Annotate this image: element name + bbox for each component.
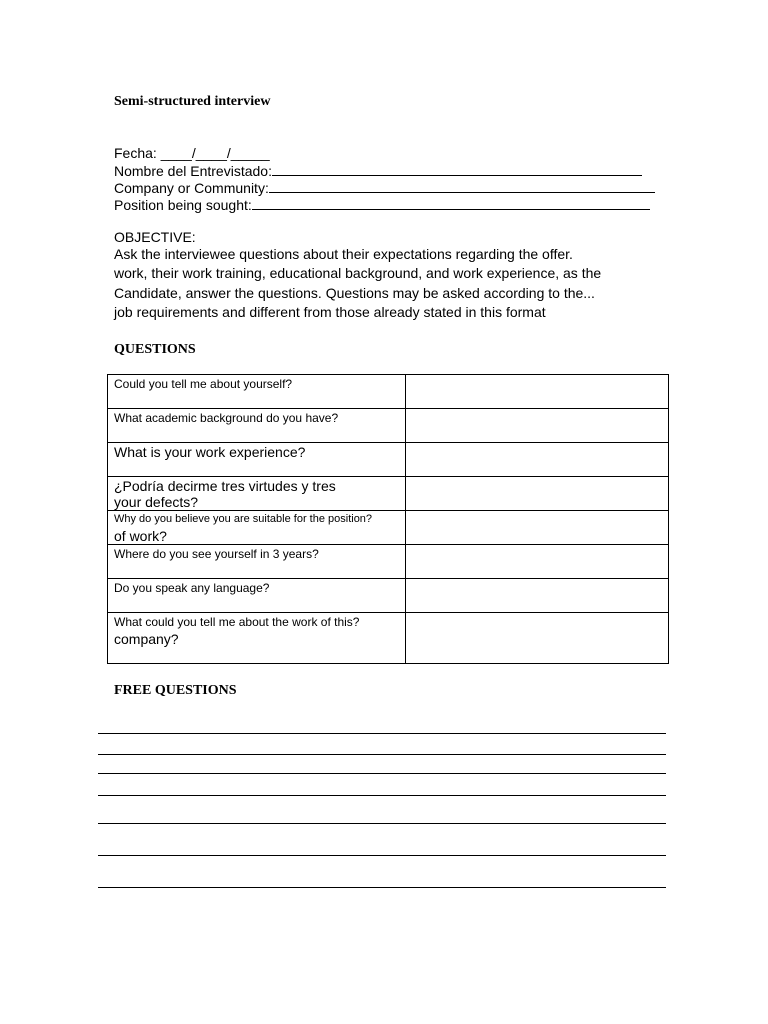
- position-field: [114, 196, 650, 214]
- table-row: [108, 511, 669, 545]
- free-question-line[interactable]: [98, 754, 666, 755]
- position-label: Position being sought:: [114, 197, 252, 213]
- free-question-line[interactable]: [98, 795, 666, 796]
- answer-cell[interactable]: [406, 375, 669, 409]
- question-cell: [108, 443, 406, 477]
- answer-cell[interactable]: [406, 443, 669, 477]
- free-questions-heading: FREE QUESTIONS: [114, 683, 237, 698]
- question-cell: [108, 511, 406, 545]
- answer-cell[interactable]: [406, 477, 669, 511]
- table-row: [108, 443, 669, 477]
- answer-cell[interactable]: [406, 613, 669, 664]
- question-text: Why do you believe you are suitable for the position?: [114, 513, 373, 525]
- interviewee-blank-line[interactable]: [272, 162, 642, 176]
- table-row: [108, 613, 669, 664]
- question-text-continued: company?: [114, 631, 179, 647]
- objective-line: job requirements and different from those already stated in this format: [114, 304, 546, 320]
- table-row: [108, 579, 669, 613]
- questions-table: [107, 374, 669, 664]
- question-cell: [108, 613, 406, 664]
- position-blank-line[interactable]: [252, 196, 650, 210]
- question-cell: [108, 579, 406, 613]
- free-question-line[interactable]: [98, 733, 666, 734]
- free-question-line[interactable]: [98, 855, 666, 856]
- interviewee-label: Nombre del Entrevistado:: [114, 163, 272, 179]
- questions-heading: QUESTIONS: [114, 342, 196, 357]
- answer-cell[interactable]: [406, 545, 669, 579]
- question-cell: [108, 375, 406, 409]
- answer-cell[interactable]: [406, 511, 669, 545]
- question-cell: [108, 545, 406, 579]
- objective-line: work, their work training, educational background, and work experience, as the: [114, 265, 602, 281]
- question-cell: [108, 409, 406, 443]
- question-text-continued: of work?: [114, 528, 167, 544]
- question-text: Do you speak any language?: [114, 581, 270, 595]
- question-cell: [108, 477, 406, 511]
- free-question-line[interactable]: [98, 887, 666, 888]
- answer-cell[interactable]: [406, 579, 669, 613]
- table-row: [108, 545, 669, 579]
- table-row: [108, 477, 669, 511]
- company-field: [114, 179, 655, 197]
- question-text: What is your work experience?: [114, 444, 306, 460]
- interviewee-field: [114, 162, 642, 180]
- objective-line: Candidate, answer the questions. Questions may be asked according to the...: [114, 285, 595, 301]
- question-text: Where do you see yourself in 3 years?: [114, 547, 319, 561]
- question-text: ¿Podría decirme tres virtudes y tres: [114, 478, 336, 494]
- company-label: Company or Community:: [114, 180, 269, 196]
- document-title: Semi-structured interview: [114, 94, 271, 109]
- date-field: [114, 145, 270, 162]
- question-text: What academic background do you have?: [114, 411, 339, 425]
- objective-line: Ask the interviewee questions about their expectations regarding the offer.: [114, 246, 573, 262]
- question-text: What could you tell me about the work of this?: [114, 615, 360, 629]
- objective-heading: OBJECTIVE:: [114, 229, 196, 245]
- company-blank-line[interactable]: [269, 179, 655, 193]
- question-text-continued: your defects?: [114, 494, 199, 510]
- free-question-line[interactable]: [98, 773, 666, 774]
- free-question-line[interactable]: [98, 823, 666, 824]
- date-label: Fecha: ____/____/_____: [114, 145, 270, 161]
- answer-cell[interactable]: [406, 409, 669, 443]
- table-row: [108, 409, 669, 443]
- question-text: Could you tell me about yourself?: [114, 377, 293, 391]
- table-row: [108, 375, 669, 409]
